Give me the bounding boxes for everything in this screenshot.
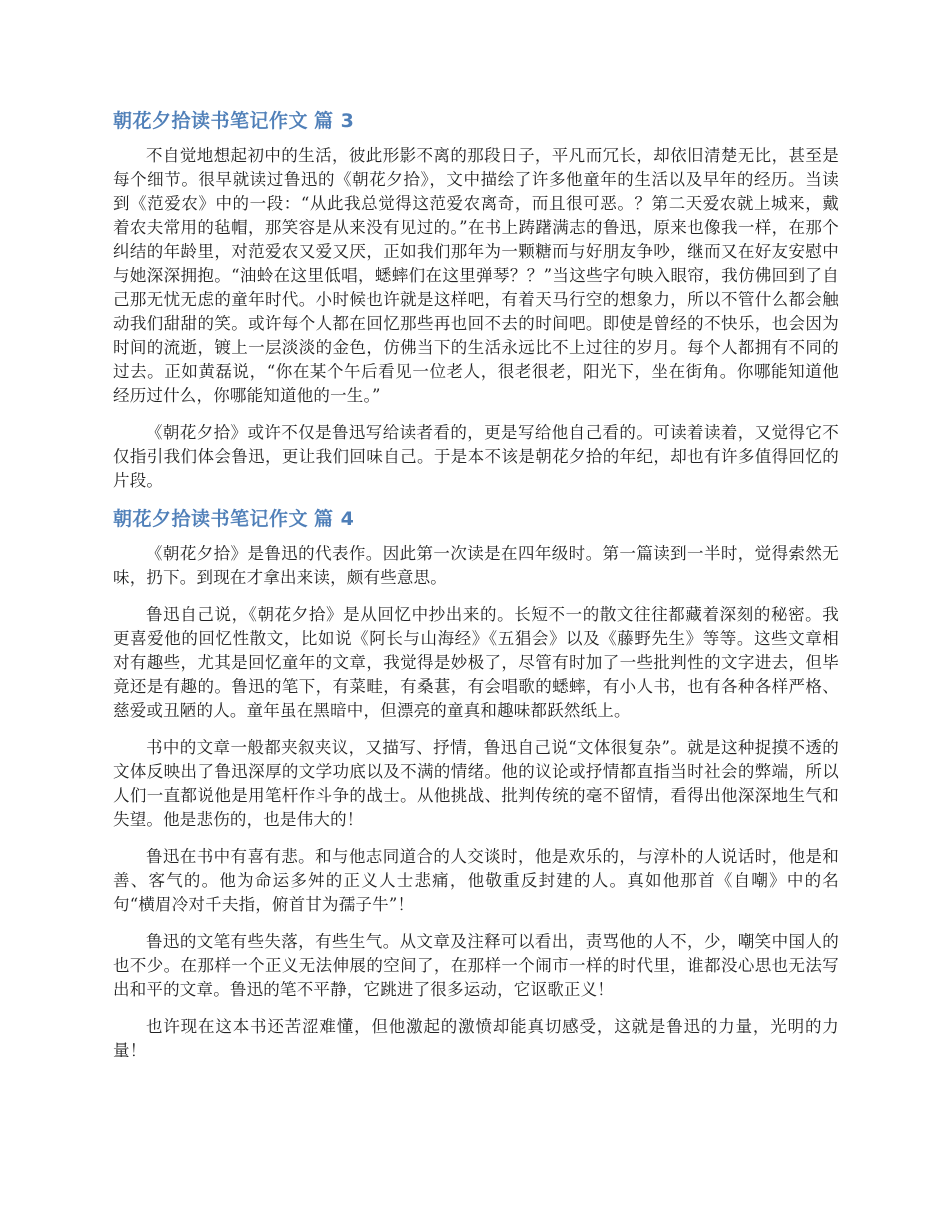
paragraph: 也许现在这本书还苦涩难懂，但他激起的激愤却能真切感受，这就是鲁迅的力量，光明的力量！ [113,1017,839,1060]
section-heading-title: 朝花夕拾读书笔记作文 [113,110,309,132]
paragraph: 鲁迅在书中有喜有悲。和与他志同道合的人交谈时，他是欢乐的，与淳朴的人说话时，他是和善、客气的。他为命运多舛的正义人士悲痛，他敬重反封建的人。真如他那首《自嘲》中的名句“横眉冷对千夫指，俯首甘为孺子牛”！ [113,847,839,914]
paragraph: 《朝花夕拾》是鲁迅的代表作。因此第一次读是在四年级时。第一篇读到一半时，觉得索然无味，扔下。到现在才拿出来读，颇有些意思。 [113,544,839,587]
paragraph: 书中的文章一般都夹叙夹议，又描写、抒情，鲁迅自己说“文体很复杂”。就是这种捉摸不透的文体反映出了鲁迅深厚的文学功底以及不满的情绪。他的议论或抒情都直指当时社会的弊端，所以人们一直都说他是用笔杆作斗争的战士。从他挑战、批判传统的毫不留情，看得出他深深地生气和失望。他是悲伤的，也是伟大的！ [113,738,839,829]
section-heading-number: 篇 3 [314,110,355,132]
paragraph: 《朝花夕拾》或许不仅是鲁迅写给读者看的，更是写给他自己看的。可读着读着，又觉得它不仅指引我们体会鲁迅，更让我们回味自己。于是本不该是朝花夕拾的年纪，却也有许多值得回忆的片段。 [113,423,839,490]
section-heading-title: 朝花夕拾读书笔记作文 [113,508,309,530]
paragraph: 不自觉地想起初中的生活，彼此形影不离的那段日子，平凡而冗长，却依旧清楚无比，甚至是每个细节。很早就读过鲁迅的《朝花夕拾》，文中描绘了许多他童年的生活以及早年的经历。当读到《范爱农》中的一段：“从此我总觉得这范爱农离奇，而且很可恶。？第二天爱农就上城来，戴着农夫常用的毡帽，那笑容是从来没有见过的。”在书上踌躇满志的鲁迅，原来也像我一样，在那个纠结的年龄里，对范爱农又爱又厌，正如我们那年为一颗糖而与好朋友争吵，继而又在好友安慰中与她深深拥抱。“油蛉在这里低唱，蟋蟀们在这里弹琴？？”当这些字句映入眼帘，我仿佛回到了自己那无忧无虑的童年时代。小时候也许就是这样吧，有着天马行空的想象力，所以不管什么都会触动我们甜甜的笑。或许每个人都在回忆那些再也回不去的时间吧。即使是曾经的不快乐，也会因为时间的流逝，镀上一层淡淡的金色，仿佛当下的生活永远比不上过往的岁月。每个人都拥有不同的过去。正如黄磊说，“你在某个午后看见一位老人，很老很老，阳光下，坐在街角。你哪能知道他经历过什么，你哪能知道他的一生。” [113,146,839,405]
section-heading-number: 篇 4 [314,508,355,530]
paragraph: 鲁迅自己说，《朝花夕拾》是从回忆中抄出来的。长短不一的散文往往都藏着深刻的秘密。我更喜爱他的回忆性散文，比如说《阿长与山海经》《五猖会》以及《藤野先生》等等。这些文章相对有趣些，尤其是回忆童年的文章，我觉得是妙极了，尽管有时加了一些批判性的文字进去，但毕竟还是有趣的。鲁迅的笔下，有菜畦，有桑葚，有会唱歌的蟋蟀，有小人书，也有各种各样严格、慈爱或丑陋的人。童年虽在黑暗中，但漂亮的童真和趣味都跃然纸上。 [113,605,839,720]
paragraph: 鲁迅的文笔有些失落，有些生气。从文章及注释可以看出，责骂他的人不，少，嘲笑中国人的也不少。在那样一个正义无法伸展的空间了，在那样一个闹市一样的时代里，谁都没心思也无法写出和平的文章。鲁迅的笔不平静，它跳进了很多运动，它讴歌正义！ [113,932,839,999]
essay-section-3 [113,108,839,493]
document-page [113,108,839,1076]
essay-section-4 [113,506,839,1063]
section-heading [113,108,839,134]
section-heading [113,506,839,532]
